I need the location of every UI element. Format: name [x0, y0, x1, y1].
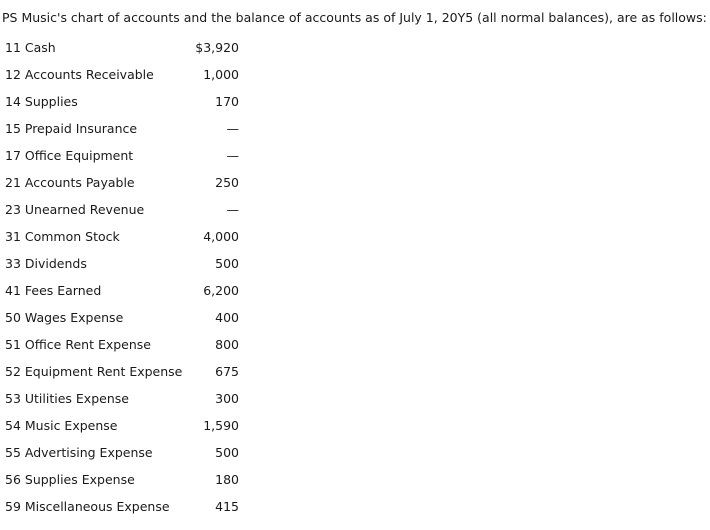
table-row: [2, 385, 239, 412]
account-balance: 1,590: [203, 418, 239, 433]
table-row: [2, 61, 239, 88]
account-balance: —: [226, 202, 239, 217]
account-name: 21 Accounts Payable: [5, 175, 135, 190]
account-name: 59 Miscellaneous Expense: [5, 499, 170, 514]
table-row: [2, 169, 239, 196]
account-balance: 180: [215, 472, 239, 487]
table-row: [2, 331, 239, 358]
table-row: [2, 412, 239, 439]
account-balance: 675: [215, 364, 239, 379]
account-name: 15 Prepaid Insurance: [5, 121, 138, 136]
account-balance: 4,000: [203, 229, 239, 244]
table-row: [2, 439, 239, 466]
account-balance: —: [226, 148, 239, 163]
table-row: [2, 88, 239, 115]
account-name: 56 Supplies Expense: [5, 472, 135, 487]
table-row: [2, 304, 239, 331]
table-row: [2, 34, 239, 61]
account-name: 41 Fees Earned: [5, 283, 102, 298]
table-row: [2, 142, 239, 169]
table-row: [2, 466, 239, 493]
table-row: [2, 277, 239, 304]
account-balance: 800: [215, 337, 239, 352]
account-name: 54 Music Expense: [5, 418, 118, 433]
account-name: 31 Common Stock: [5, 229, 120, 244]
account-balance: 170: [215, 94, 239, 109]
account-balance: 500: [215, 445, 239, 460]
account-name: 53 Utilities Expense: [5, 391, 129, 406]
account-balance: —: [226, 121, 239, 136]
account-name: 11 Cash: [5, 40, 56, 55]
account-balance: 500: [215, 256, 239, 271]
account-balance: 300: [215, 391, 239, 406]
table-row: [2, 196, 239, 223]
account-name: 12 Accounts Receivable: [5, 67, 154, 82]
intro-text: PS Music's chart of accounts and the balance of accounts as of July 1, 20Y5 (all normal balances), are as follows:: [2, 10, 707, 25]
table-row: [2, 115, 239, 142]
table-row: [2, 493, 239, 520]
account-name: 23 Unearned Revenue: [5, 202, 145, 217]
account-balance: 1,000: [203, 67, 239, 82]
table-row: [2, 223, 239, 250]
account-balance: 250: [215, 175, 239, 190]
table-row: [2, 358, 239, 385]
account-name: 50 Wages Expense: [5, 310, 124, 325]
account-name: 33 Dividends: [5, 256, 87, 271]
account-name: 55 Advertising Expense: [5, 445, 153, 460]
account-balance: 415: [215, 499, 239, 514]
chart-of-accounts-table: [2, 34, 239, 520]
account-balance: 6,200: [203, 283, 239, 298]
table-row: [2, 250, 239, 277]
account-name: 14 Supplies: [5, 94, 78, 109]
accounts-body: [2, 34, 239, 520]
account-balance: 400: [215, 310, 239, 325]
account-balance: $3,920: [195, 40, 239, 55]
account-name: 52 Equipment Rent Expense: [5, 364, 183, 379]
account-name: 51 Office Rent Expense: [5, 337, 151, 352]
account-name: 17 Office Equipment: [5, 148, 134, 163]
